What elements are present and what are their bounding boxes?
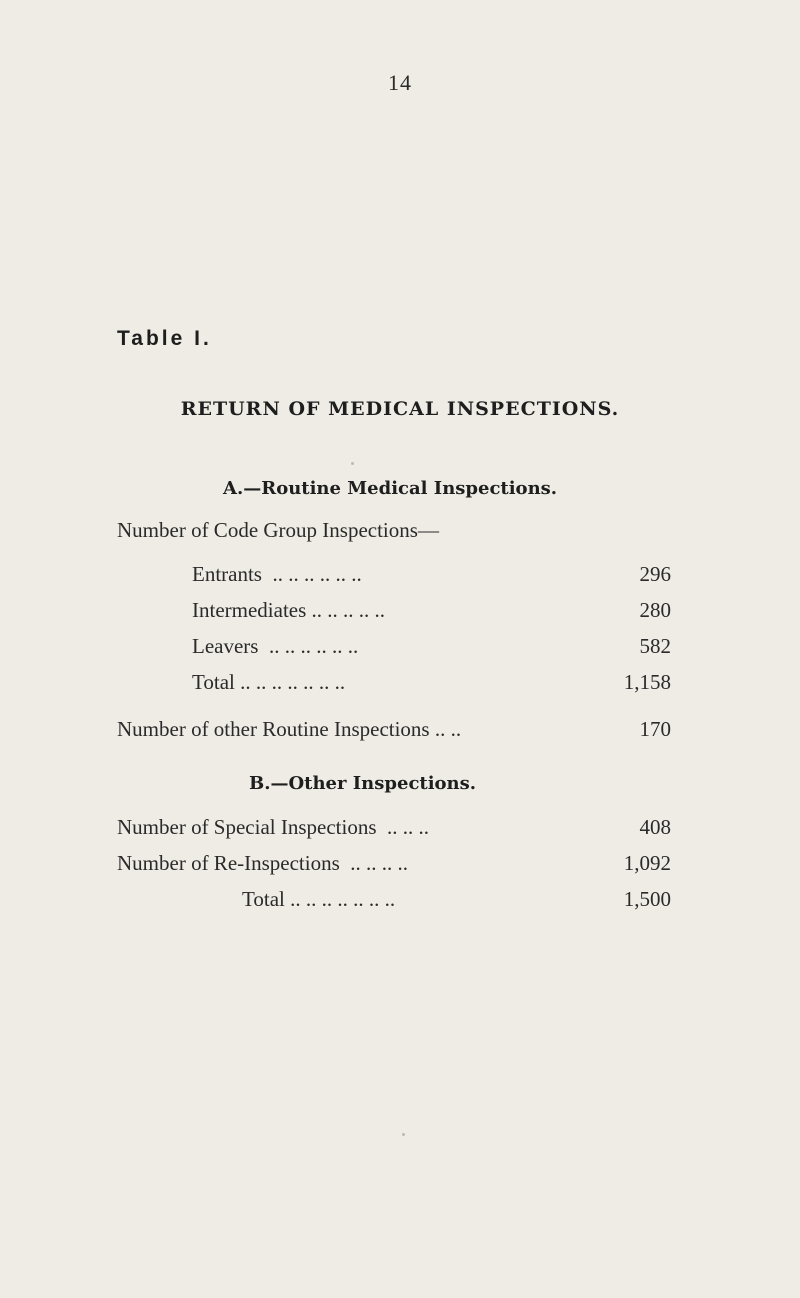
- row-value-reinspections: 1,092: [623, 851, 671, 875]
- table-row: [0, 634, 800, 664]
- row-value-intermediates: 280: [639, 598, 671, 622]
- row-label-intermediates: Intermediates .. .. .. .. ..: [192, 598, 386, 622]
- row-label-other-routine: Number of other Routine Inspections .. ..: [117, 717, 462, 741]
- row-label-reinspections: Number of Re-Inspections .. .. .. ..: [117, 851, 409, 875]
- table-label: Table I.: [117, 327, 212, 350]
- code-group-intro: Number of Code Group Inspections—: [117, 518, 439, 542]
- row-label-entrants: Entrants .. .. .. .. .. ..: [192, 562, 362, 586]
- table-row: [0, 851, 800, 881]
- table-row: [0, 598, 800, 628]
- row-label-total-a: Total .. .. .. .. .. .. ..: [192, 670, 346, 694]
- row-value-special: 408: [639, 815, 671, 839]
- section-b-heading: B.—Other Inspections.: [249, 773, 477, 794]
- table-row: [0, 717, 800, 747]
- row-label-special: Number of Special Inspections .. .. ..: [117, 815, 430, 839]
- print-speck: [351, 462, 354, 465]
- row-value-entrants: 296: [639, 562, 671, 586]
- table-row: [0, 670, 800, 700]
- table-row: [0, 887, 800, 917]
- table-row: [0, 562, 800, 592]
- row-value-leavers: 582: [639, 634, 671, 658]
- row-value-other-routine: 170: [639, 717, 671, 741]
- print-speck: [402, 1133, 405, 1136]
- row-value-total-a: 1,158: [623, 670, 671, 694]
- table-row: [0, 815, 800, 845]
- page-number: 14: [388, 70, 412, 95]
- row-value-total-b: 1,500: [623, 887, 671, 911]
- row-label-leavers: Leavers .. .. .. .. .. ..: [192, 634, 359, 658]
- section-a-heading: A.—Routine Medical Inspections.: [223, 478, 558, 499]
- document-title: RETURN OF MEDICAL INSPECTIONS.: [180, 398, 620, 420]
- row-label-total-b: Total .. .. .. .. .. .. ..: [242, 887, 396, 911]
